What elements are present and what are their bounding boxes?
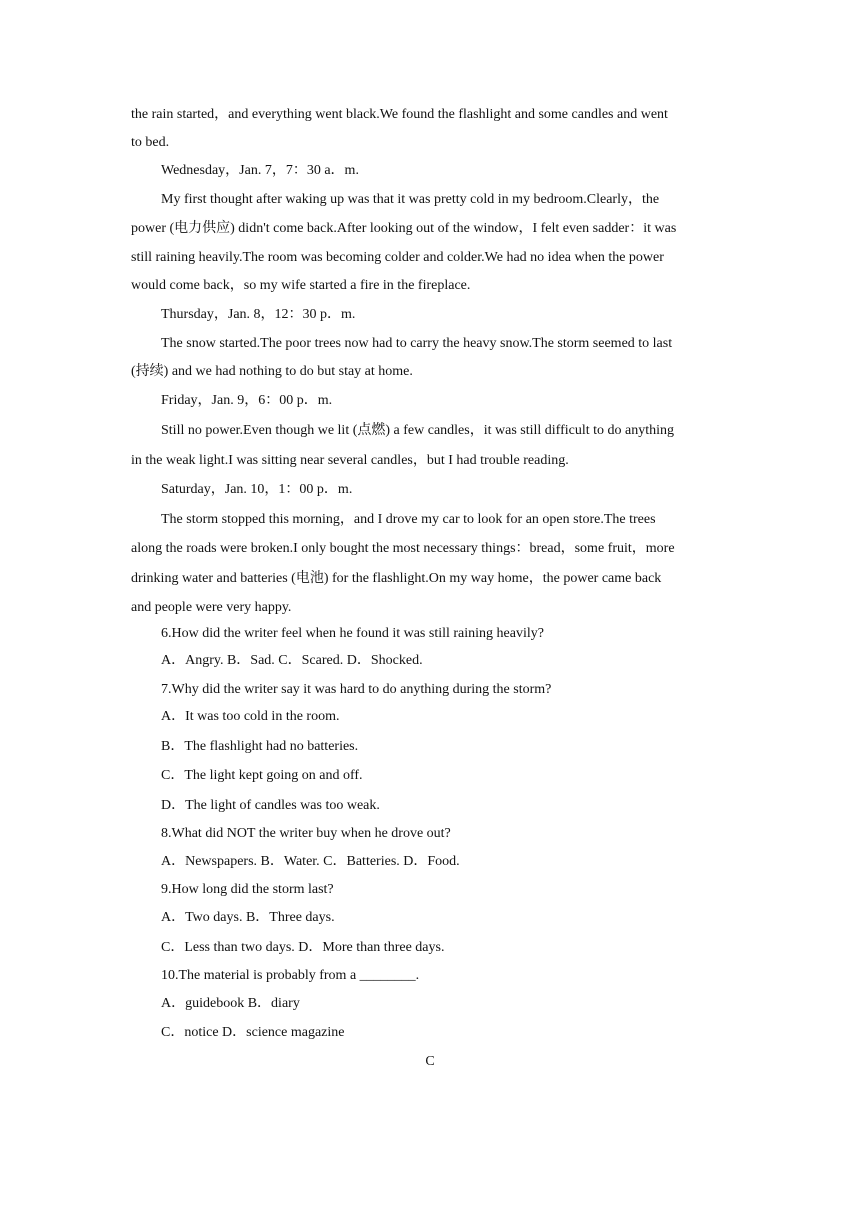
question-7-option-c: C．The light kept going on and off. (161, 768, 363, 783)
diary-entry-line: My first thought after waking up was that it was pretty cold in my bedroom.Clearly，the (161, 192, 660, 207)
passage-intro-line: to bed. (131, 135, 170, 150)
question-7-option-b: B．The flashlight had no batteries. (161, 739, 359, 754)
diary-entry-line: power (电力供应) didn't come back.After looking out of the window，I felt even sadder：it was (131, 221, 677, 236)
diary-entry-line: The snow started.The poor trees now had to carry the heavy snow.The storm seemed to last (161, 336, 673, 351)
diary-entry-line: in the weak light.I was sitting near several candles，but I had trouble reading. (131, 453, 569, 468)
diary-entry-line: (持续) and we had nothing to do but stay at home. (131, 364, 413, 379)
diary-entry-line: and people were very happy. (131, 600, 292, 615)
question-10: 10.The material is probably from a ________. (161, 968, 420, 983)
question-8: 8.What did NOT the writer buy when he drove out? (161, 826, 451, 841)
diary-entry-line: would come back，so my wife started a fire in the fireplace. (131, 278, 471, 293)
question-6-options: A．Angry. B．Sad. C．Scared. D．Shocked. (161, 653, 423, 668)
question-7-option-d: D．The light of candles was too weak. (161, 798, 380, 813)
question-6: 6.How did the writer feel when he found it was still raining heavily? (161, 626, 544, 641)
diary-entry-line: drinking water and batteries (电池) for the flashlight.On my way home，the power came back (131, 571, 662, 586)
diary-entry-heading-thursday: Thursday，Jan. 8，12：30 p．m. (161, 307, 356, 322)
question-10-options-ab: A．guidebook B．diary (161, 996, 300, 1011)
diary-entry-line: still raining heavily.The room was becoming colder and colder.We had no idea when the power (131, 250, 664, 265)
question-7-option-a: A．It was too cold in the room. (161, 709, 340, 724)
diary-entry-line: Still no power.Even though we lit (点燃) a few candles，it was still difficult to do anything (161, 423, 674, 438)
question-9-options-ab: A．Two days. B．Three days. (161, 910, 335, 925)
question-8-options: A．Newspapers. B．Water. C．Batteries. D．Food. (161, 854, 460, 869)
question-10-options-cd: C．notice D．science magazine (161, 1025, 345, 1040)
question-9: 9.How long did the storm last? (161, 882, 334, 897)
diary-entry-heading-wednesday: Wednesday，Jan. 7，7：30 a．m. (161, 163, 359, 178)
diary-entry-line: The storm stopped this morning，and I drove my car to look for an open store.The trees (161, 512, 656, 527)
diary-entry-heading-friday: Friday，Jan. 9，6：00 p．m. (161, 393, 333, 408)
question-9-options-cd: C．Less than two days. D．More than three days. (161, 940, 445, 955)
passage-intro-line: the rain started，and everything went black.We found the flashlight and some candles and went (131, 107, 668, 122)
section-label: C (425, 1054, 435, 1069)
diary-entry-heading-saturday: Saturday，Jan. 10，1：00 p．m. (161, 482, 353, 497)
diary-entry-line: along the roads were broken.I only bought the most necessary things：bread，some fruit，more (131, 541, 675, 556)
question-7: 7.Why did the writer say it was hard to do anything during the storm? (161, 682, 552, 697)
